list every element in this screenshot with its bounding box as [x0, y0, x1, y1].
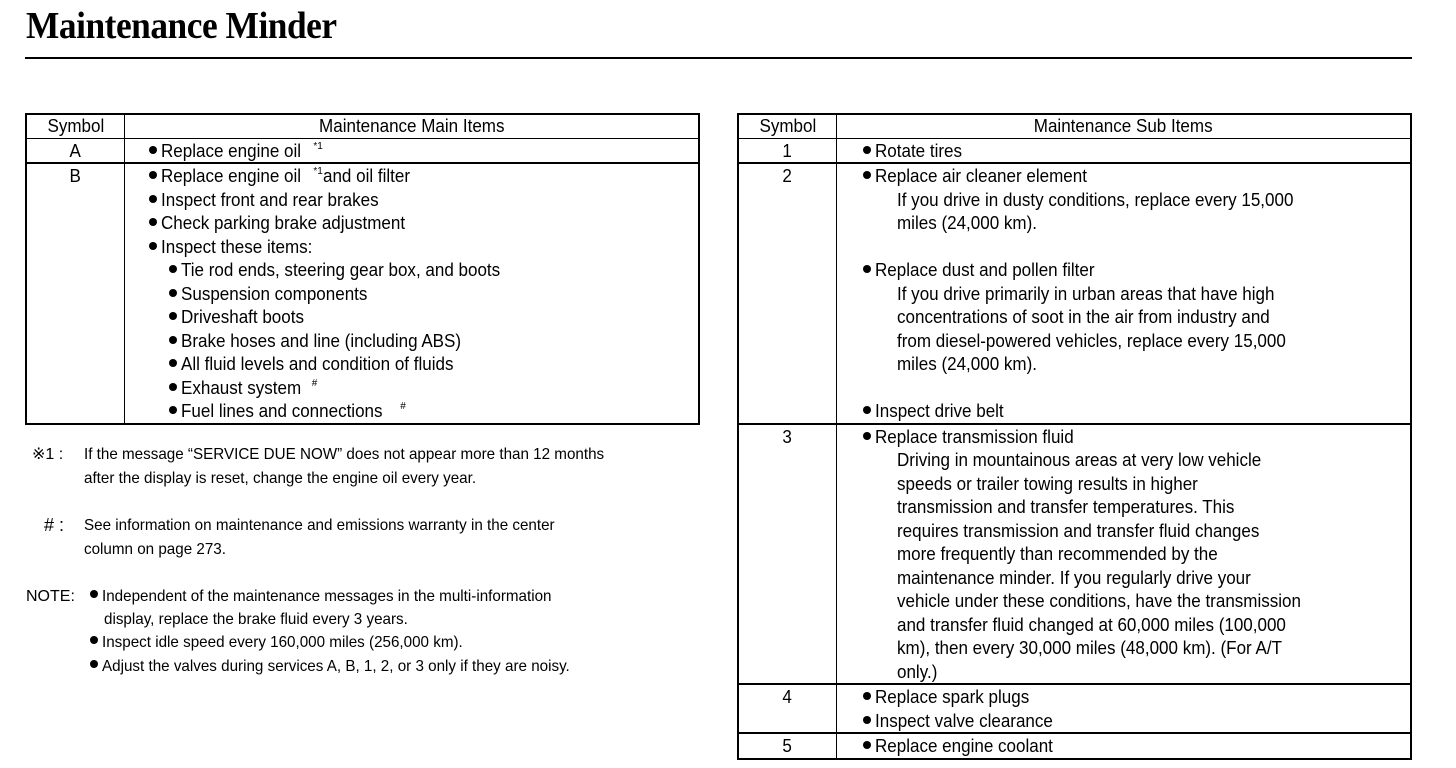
bullet-icon	[863, 432, 871, 440]
footnote-star1-line: If the message “SERVICE DUE NOW” does not appear more than 12 months	[84, 446, 605, 463]
list-item: Replace air cleaner element	[837, 164, 1410, 188]
item-description-line: If you drive in dusty conditions, replace every 15,000	[896, 188, 1294, 210]
table-row	[738, 424, 1411, 685]
symbol-cell: A	[26, 138, 125, 163]
table-row	[738, 684, 1411, 733]
list-item: Replace engine oil $^{*1}$and oil filter	[125, 164, 698, 188]
footnote-ref: *1	[313, 166, 323, 177]
page-title: Maintenance Minder	[26, 5, 337, 47]
symbol-cell: 3	[738, 424, 836, 685]
item-description-line: vehicle under these conditions, have the transmission	[896, 590, 1301, 611]
footnote-hash-line: See information on maintenance and emissions warranty in the center	[84, 517, 555, 534]
item-description-line: miles (24,000 km).	[896, 212, 1037, 233]
items-cell	[836, 424, 1411, 685]
list-item: Replace engine coolant	[837, 734, 1410, 758]
item-description-line: from diesel-powered vehicles, replace every 15,000	[896, 329, 1286, 351]
item-description-line: speeds or trailer towing results in higher	[896, 472, 1198, 494]
item-description-line: Driving in mountainous areas at very low vehicle	[896, 449, 1262, 470]
symbol-cell: 2	[738, 163, 836, 424]
item-description-line: miles (24,000 km).	[896, 353, 1037, 374]
item-description-line: more frequently than recommended by the	[896, 543, 1218, 564]
list-item: Inspect drive belt	[837, 399, 1410, 423]
bullet-icon	[863, 716, 871, 724]
items-cell	[836, 138, 1411, 163]
footnote-ref: #	[311, 377, 318, 389]
footnote-star1-line: after the display is reset, change the engine oil every year.	[84, 470, 477, 487]
list-item: Replace dust and pollen filter	[837, 258, 1410, 282]
column-header-symbol: Symbol	[738, 114, 836, 138]
note-item-continuation: display, replace the brake fluid every 3 years.	[104, 611, 408, 628]
footnote-ref: #	[400, 401, 406, 412]
note-item: Adjust the valves during services A, B, 1, 2, or 3 only if they are noisy.	[90, 655, 594, 679]
list-item: Fuel lines and connections #	[125, 399, 698, 423]
list-item: Exhaust system #	[125, 376, 698, 400]
list-item: Inspect these items:	[125, 235, 698, 259]
item-description-line: transmission and transfer temperatures. This	[896, 496, 1235, 517]
list-item: Driveshaft boots	[125, 305, 698, 329]
list-item: All fluid levels and condition of fluids	[125, 352, 698, 376]
symbol-cell: 5	[738, 733, 836, 759]
table-row	[738, 163, 1411, 424]
items-cell	[836, 163, 1411, 424]
note-label: NOTE:	[26, 588, 75, 605]
items-cell	[836, 733, 1411, 759]
bullet-icon	[863, 265, 871, 273]
bullet-icon	[863, 741, 871, 749]
column-header-symbol: Symbol	[26, 114, 125, 138]
symbol-cell: B	[26, 163, 125, 424]
item-description-line: If you drive primarily in urban areas that have high	[896, 282, 1275, 304]
bullet-icon	[863, 146, 871, 154]
item-description-line: only.)	[896, 660, 938, 682]
list-item: Rotate tires	[837, 139, 1410, 163]
list-item: Check parking brake adjustment	[125, 211, 698, 235]
bullet-icon	[90, 660, 98, 668]
symbol-cell: 4	[738, 684, 836, 733]
bullet-icon	[90, 590, 98, 598]
items-cell	[836, 684, 1411, 733]
item-description-line: maintenance minder. If you regularly drive your	[896, 566, 1251, 588]
note-item: Inspect idle speed every 160,000 miles (256,000 km).	[90, 631, 482, 655]
symbol-cell: 1	[738, 138, 836, 163]
item-description-line: and transfer fluid changed at 60,000 miles (100,000	[896, 613, 1286, 635]
list-item: Tie rod ends, steering gear box, and boots	[125, 258, 698, 282]
bullet-icon	[90, 636, 98, 644]
bullet-icon	[863, 406, 871, 414]
table-row	[738, 138, 1411, 163]
list-item: Inspect valve clearance	[837, 709, 1410, 733]
column-header-sub-items: Maintenance Sub Items	[836, 114, 1411, 138]
list-item: Replace transmission fluid	[837, 425, 1410, 449]
footnote-hash-line: column on page 273.	[84, 541, 226, 558]
item-description-line: concentrations of soot in the air from industry and	[896, 306, 1270, 327]
spacer	[837, 376, 1410, 400]
list-item: Suspension components	[125, 282, 698, 306]
spacer	[837, 235, 1410, 259]
footnote-marker-star1: ※1 :	[32, 446, 64, 463]
item-description-line: km), then every 30,000 miles (48,000 km). (For A/T	[896, 637, 1282, 658]
column-header-main-items: Maintenance Main Items	[125, 114, 699, 138]
list-item: Replace spark plugs	[837, 685, 1410, 709]
table-row	[738, 733, 1411, 759]
list-item: Brake hoses and line (including ABS)	[125, 329, 698, 353]
bullet-icon	[863, 171, 871, 179]
footnotes	[0, 0, 720, 768]
list-item: Replace engine oil $^{*1}$	[125, 139, 698, 163]
note-item: Independent of the maintenance messages in the multi-information	[90, 585, 575, 609]
list-item: Inspect front and rear brakes	[125, 188, 698, 212]
footnote-marker-hash: # :	[44, 515, 65, 535]
item-description-line: requires transmission and transfer fluid changes	[896, 519, 1260, 541]
sub-items-table	[737, 113, 1412, 760]
bullet-icon	[863, 692, 871, 700]
footnote-ref: *1	[313, 140, 323, 152]
